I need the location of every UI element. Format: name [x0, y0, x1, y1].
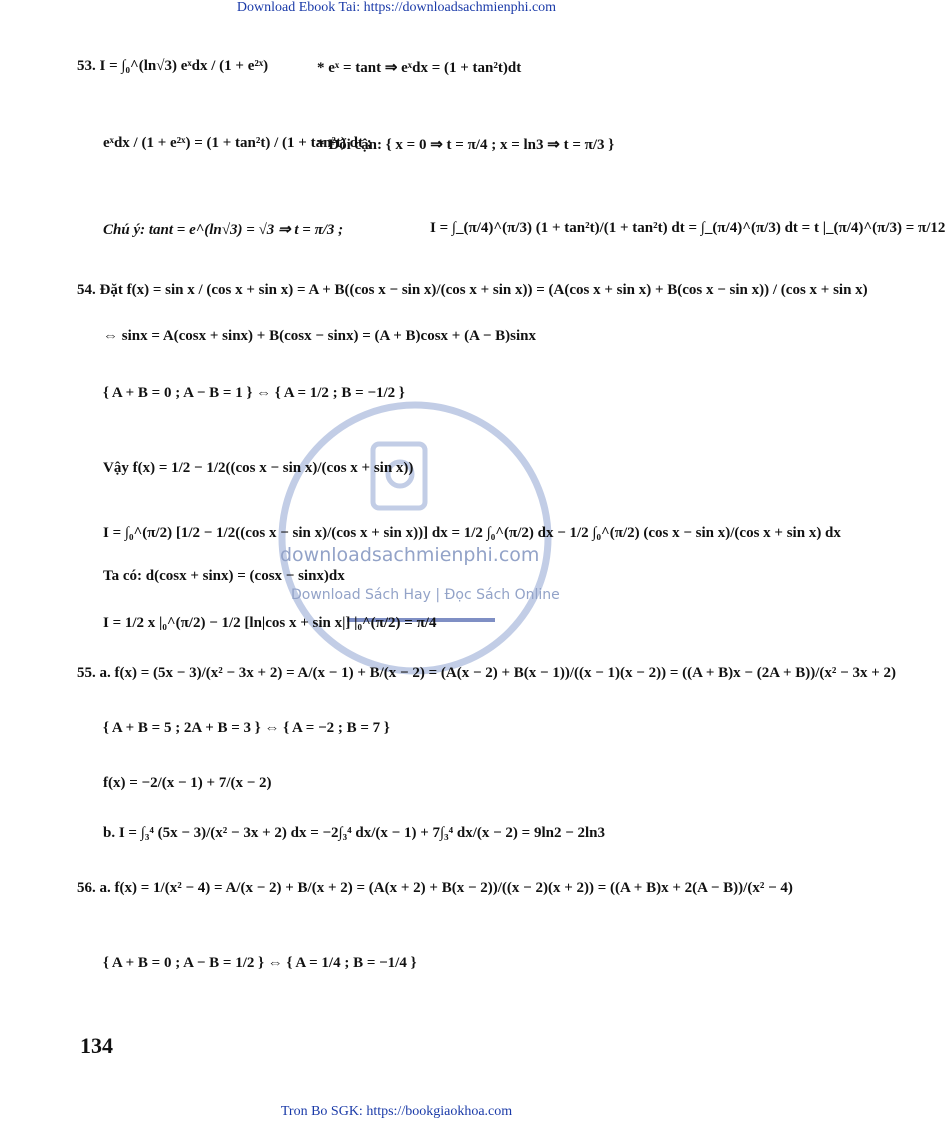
problem-54-f: Vậy f(x) = 1/2 − 1/2((cos x − sin x)/(cos x + sin x)) — [103, 460, 414, 476]
problem-54-system: { A + B = 0 ; A − B = 1 } ⇔ { A = 1/2 ; B = −1/2 } — [103, 385, 405, 401]
problem-55b-integral: b. I = ∫₃⁴ (5x − 3)/(x² − 3x + 2) dx = −2∫₃⁴ dx/(x − 1) + 7∫₃⁴ dx/(x − 2) = 9ln2 − 2ln3 — [103, 825, 606, 841]
problem-54-identity: ⇔ sinx = A(cosx + sinx) + B(cosx − sinx) = (A + B)cosx + (A − B)sinx — [103, 328, 536, 344]
watermark-tagline: Download Sách Hay | Đọc Sách Online — [291, 587, 560, 603]
problem-53-note: Chú ý: tant = e^(ln√3) = √3 ⇒ t = π/3 ; — [103, 222, 344, 238]
problem-54-setup: 54. Đặt f(x) = sin x / (cos x + sin x) = A + B((cos x − sin x)/(cos x + sin x)) = (A(cos x + sin x) + B(cos x − sin x)) / (cos x + sin x) — [77, 282, 868, 298]
problem-56a-f: 56. a. f(x) = 1/(x² − 4) = A/(x − 2) + B/(x + 2) = (A(x + 2) + B(x − 2))/((x − 2)(x + 2)) = ((A + B)x + 2(A − B))/(x² − 4) — [77, 880, 793, 896]
problem-55a-f: 55. a. f(x) = (5x − 3)/(x² − 3x + 2) = A/(x − 1) + B/(x − 2) = (A(x − 2) + B(x − 1))/((x − 1)(x − 2)) = ((A + B)x − (2A + B))/(x² − 3x + 2) — [77, 665, 896, 681]
problem-53-substitution: * eˣ = tant ⇒ eˣdx = (1 + tan²t)dt — [317, 60, 522, 76]
problem-53-result: I = ∫_(π/4)^(π/3) (1 + tan²t)/(1 + tan²t) dt = ∫_(π/4)^(π/3) dt = t |_(π/4)^(π/3) = π/12 — [430, 220, 945, 236]
problem-53-integral: 53. I = ∫₀^(ln√3) eˣdx / (1 + e²ˣ) — [77, 58, 269, 74]
watermark-site: downloadsachmienphi.com — [280, 544, 540, 566]
header-download-link[interactable]: Download Ebook Tai: https://downloadsachmienphi.com — [236, 0, 557, 15]
problem-55-system: { A + B = 5 ; 2A + B = 3 } ⇔ { A = −2 ; B = 7 } — [103, 720, 390, 736]
problem-54-note: Ta có: d(cosx + sinx) = (cosx − sinx)dx — [103, 568, 345, 584]
footer-sgk-link[interactable]: Tron Bo SGK: https://bookgiaokhoa.com — [280, 1104, 513, 1119]
problem-55-f: f(x) = −2/(x − 1) + 7/(x − 2) — [103, 775, 272, 791]
problem-54-result: I = 1/2 x |₀^(π/2) − 1/2 [ln|cos x + sin x|] |₀^(π/2) = π/4 — [103, 615, 437, 631]
problem-56-system: { A + B = 0 ; A − B = 1/2 } ⇔ { A = 1/4 ; B = −1/4 } — [103, 955, 417, 971]
problem-53-bounds: * Đổi cận: { x = 0 ⇒ t = π/4 ; x = ln3 ⇒ t = π/3 } — [317, 137, 615, 153]
problem-53-differential: eˣdx / (1 + e²ˣ) = (1 + tan²t) / (1 + tan²t) dt ; — [103, 135, 372, 151]
problem-54-integral: I = ∫₀^(π/2) [1/2 − 1/2((cos x − sin x)/(cos x + sin x))] dx = 1/2 ∫₀^(π/2) dx − 1/2 ∫₀^(π/2) (cos x − sin x)/(cos x + sin x) dx — [103, 525, 841, 541]
page-number: 134 — [80, 1033, 113, 1058]
